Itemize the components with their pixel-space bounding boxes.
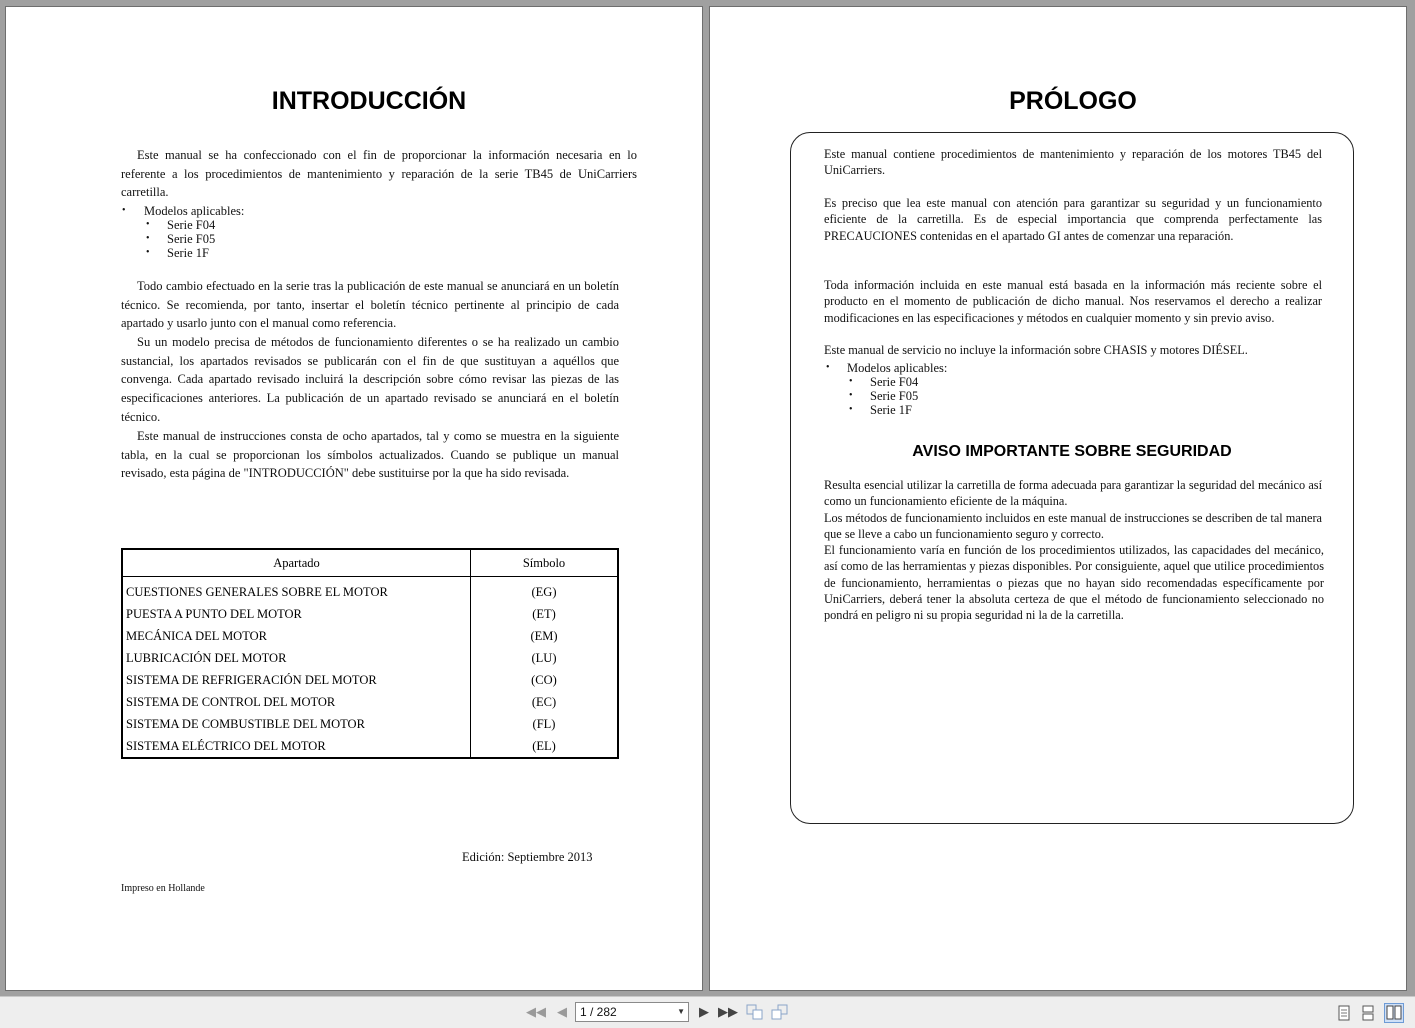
intro-paragraph-4: Este manual de instrucciones consta de ocho apartados, tal y como se muestra en la siguiente tabla, en la cual se proporcionan los símbolos actualizados. Cuando se publique un manual revisado, esta página de "INTRODUCCIÓN" debe sustituirse por la que ha sido revisada. (121, 429, 619, 481)
model-label: Serie F04 (167, 218, 216, 232)
page-title: INTRODUCCIÓN (271, 87, 467, 115)
section-symbol: (LU) (531, 650, 557, 665)
bullet-dot: • (849, 376, 853, 387)
prologue-paragraph-1: Este manual contiene procedimientos de mantenimiento y reparación de los motores TB45 del UniCarriers. (824, 147, 1322, 178)
bullet-dot: • (122, 205, 126, 216)
page-prologo (709, 6, 1407, 991)
bullet-dot: • (849, 390, 853, 401)
safety-paragraph-3: El funcionamiento varía en función de los procedimientos utilizados, las capacidades del mecánico, así como de las herramientas y piezas disponibles. Por consiguiente, aquel que utilice procedimientos de funcionamiento, herramientas o piezas que no hayan sido recomendadas específicamente por UniCarriers, deberá tener la absoluta certeza de que el método de funcionamiento seleccionado no pondrá en peligro ni su propia seguridad ni la de la carretilla. (824, 543, 1324, 623)
section-name: SISTEMA ELÉCTRICO DEL MOTOR (122, 735, 471, 758)
section-symbol: (EC) (531, 694, 557, 709)
safety-heading: AVISO IMPORTANTE SOBRE SEGURIDAD (912, 443, 1232, 460)
header-apartado: Apartado (122, 549, 471, 577)
table-header-row (122, 549, 618, 577)
go-forward-view-icon[interactable] (771, 1004, 789, 1022)
section-name: CUESTIONES GENERALES SOBRE EL MOTOR (122, 577, 471, 604)
section-name: SISTEMA DE REFRIGERACIÓN DEL MOTOR (122, 669, 471, 691)
section-symbol: (EG) (531, 584, 557, 599)
last-page-icon[interactable]: ▶▶ (718, 1005, 738, 1020)
prologue-paragraph-4: Este manual de servicio no incluye la información sobre CHASIS y motores DIÉSEL. (824, 343, 1248, 357)
models-label: Modelos aplicables: (847, 361, 948, 375)
safety-paragraph-1: Resulta esencial utilizar la carretilla de forma adecuada para garantizar la seguridad del mecánico así como un funcionamiento eficiente de la máquina. (824, 478, 1322, 509)
model-label: Serie F04 (870, 375, 919, 389)
model-label: Serie 1F (167, 246, 210, 260)
section-symbol: (EL) (532, 738, 556, 753)
safety-paragraph-2: Los métodos de funcionamiento incluidos en este manual de instrucciones se describen de tal manera que se lleve a cabo un funcionamiento seguro y correcto. (824, 511, 1322, 542)
header-simbolo: Símbolo (471, 549, 619, 577)
section-name: SISTEMA DE COMBUSTIBLE DEL MOTOR (122, 713, 471, 735)
page-number-value: 1 / 282 (580, 1005, 617, 1019)
edition-date: Edición: Septiembre 2013 (462, 850, 593, 864)
two-page-svg (1385, 1004, 1403, 1022)
section-name: LUBRICACIÓN DEL MOTOR (122, 647, 471, 669)
model-label: Serie F05 (167, 232, 216, 246)
bullet-dot: • (146, 247, 150, 258)
single-page-svg (1337, 1005, 1351, 1021)
bullet-dot: • (146, 233, 150, 244)
page-number-select[interactable] (575, 1002, 689, 1022)
intro-paragraph-2: Todo cambio efectuado en la serie tras la publicación de este manual se anunciará en un boletín técnico. Se recomienda, por tanto, insertar el boletín técnico pertinente al principio de cada apartado y usarlo junto con el manual como referencia. (121, 279, 619, 331)
bullet-dot: • (146, 219, 150, 230)
section-name: SISTEMA DE CONTROL DEL MOTOR (122, 691, 471, 713)
page-introduccion (5, 6, 703, 991)
table-row (122, 669, 618, 691)
bullet-dot: • (849, 404, 853, 415)
model-label: Serie 1F (870, 403, 913, 417)
sections-table (121, 548, 619, 759)
intro-paragraph-3: Su un modelo precisa de métodos de funcionamiento diferentes o se ha realizado un cambio sustancial, los apartados revisados se publicarán con el fin de que sustituyan a aquéllos que convenga. Cada apartado revisado incluirá la descripción sobre cómo revisar las piezas de las especificaciones anteriores. La publicación de un apartado revisado se anunciará en el boletín técnico. (121, 335, 619, 424)
continuous-svg (1361, 1005, 1375, 1021)
table-row (122, 735, 618, 758)
printed-in: Impreso en Hollande (121, 883, 205, 894)
two-page-view-icon[interactable] (1384, 1003, 1404, 1023)
section-symbol: (CO) (531, 672, 557, 687)
single-page-view-icon[interactable] (1337, 1005, 1351, 1021)
prologue-paragraph-2: Es preciso que lea este manual con atención para garantizar su seguridad y un funcionamiento eficiente de la carretilla. Es de especial importancia que comprenda perfectamente las PRECAUCIONES contenidas en el apartado GI antes de comenzar una reparación. (824, 196, 1322, 243)
continuous-view-icon[interactable] (1361, 1005, 1375, 1021)
section-name: MECÁNICA DEL MOTOR (122, 625, 471, 647)
prologue-paragraph-3: Toda información incluida en este manual está basada en la información más reciente sobre el producto en el momento de publicación de dicho manual. Nos reservamos el derecho a realizar modificaciones en las especificaciones y métodos en cualquier momento y sin previo aviso. (824, 278, 1322, 325)
bottom-toolbar (0, 996, 1415, 1028)
section-symbol: (ET) (532, 606, 556, 621)
go-back-view-svg (746, 1004, 764, 1020)
intro-paragraph-1: Este manual se ha confeccionado con el fin de proporcionar la información necesaria en lo referente a los procedimientos de mantenimiento y reparación de la serie TB45 de UniCarriers carretilla. (121, 148, 637, 200)
next-page-icon[interactable]: ▶ (699, 1005, 709, 1020)
models-label: Modelos aplicables: (144, 204, 245, 218)
table-row (122, 603, 618, 625)
bullet-dot: • (826, 362, 830, 373)
section-symbol: (EM) (530, 628, 558, 643)
section-symbol: (FL) (532, 716, 556, 731)
table-row (122, 713, 618, 735)
page-title: PRÓLOGO (1009, 87, 1137, 115)
model-label: Serie F05 (870, 389, 919, 403)
table-row (122, 691, 618, 713)
go-back-view-icon[interactable] (746, 1004, 764, 1022)
table-row (122, 625, 618, 647)
table-row (122, 647, 618, 669)
table-row (122, 577, 618, 604)
go-forward-view-svg (771, 1004, 789, 1020)
previous-page-icon[interactable]: ◀ (557, 1005, 567, 1020)
chevron-down-icon[interactable]: ▼ (677, 1007, 685, 1016)
section-name: PUESTA A PUNTO DEL MOTOR (122, 603, 471, 625)
first-page-icon[interactable]: ◀◀ (526, 1005, 546, 1020)
